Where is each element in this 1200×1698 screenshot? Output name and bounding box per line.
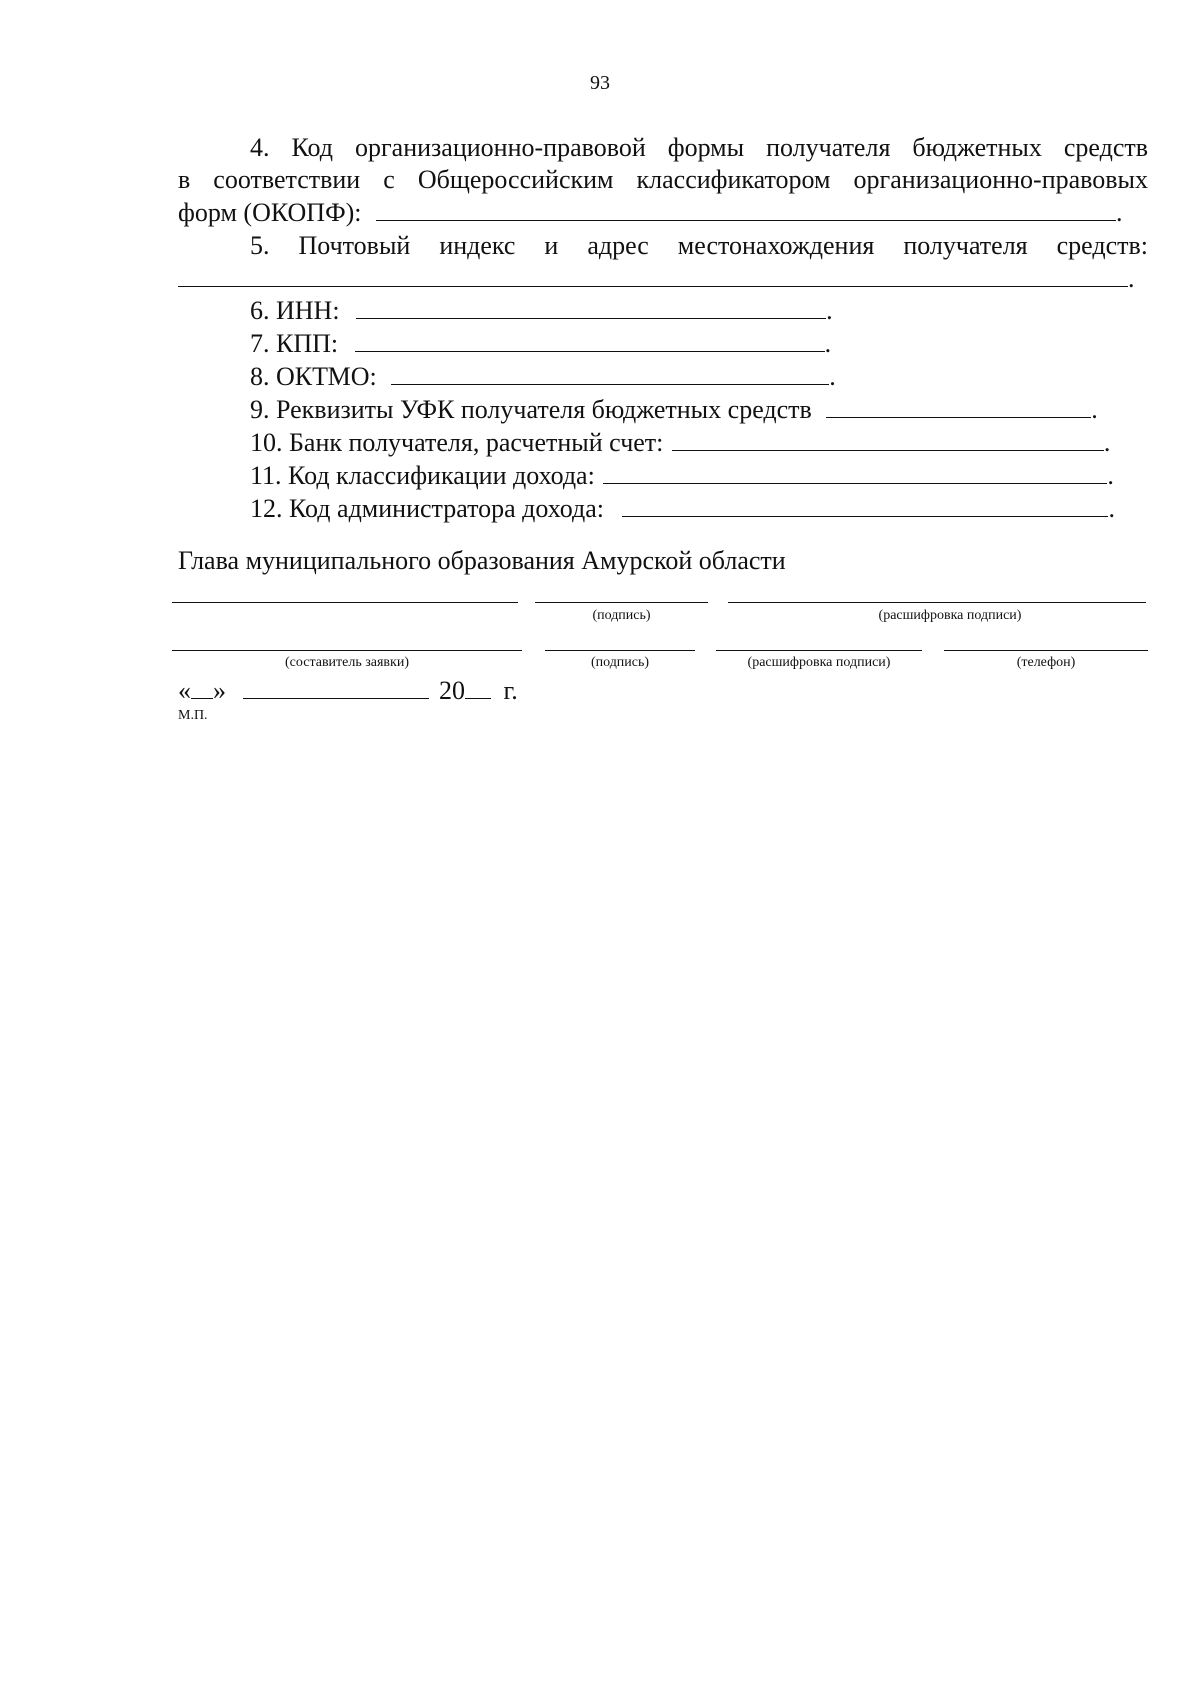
date-row: « » 20 г.	[178, 676, 518, 705]
bank-account-field[interactable]	[672, 426, 1104, 451]
item4-line1: 4. Код организационно-правовой формы получателя бюджетных средств	[250, 133, 1148, 162]
phone-caption: (телефон)	[1016, 655, 1076, 670]
head-title: Глава муниципального образования Амурской области	[178, 546, 786, 575]
compiler-decoding-caption: (расшифровка подписи)	[747, 655, 891, 670]
inn-label: 6. ИНН:	[250, 296, 340, 325]
item11-income-code-row: 11. Код классификации дохода: .	[250, 461, 1114, 490]
address-field[interactable]	[178, 262, 1128, 287]
head-decoding-caption: (расшифровка подписи)	[878, 608, 1022, 623]
item5-address-row: .	[178, 262, 1148, 294]
head-extra-line	[172, 602, 518, 603]
income-code-label: 11. Код классификации дохода:	[250, 461, 595, 490]
item10-bank-row: 10. Банк получателя, расчетный счет: .	[250, 428, 1111, 457]
ufk-label: 9. Реквизиты УФК получателя бюджетных средств	[250, 395, 812, 424]
head-signature-caption: (подпись)	[592, 608, 651, 623]
phone-line[interactable]	[944, 650, 1148, 651]
head-decoding-line[interactable]	[728, 602, 1146, 603]
compiler-line[interactable]	[172, 650, 522, 651]
month-field[interactable]	[243, 674, 429, 699]
item5-label-row: 5. Почтовый индекс и адрес местонахождения получателя средств:	[250, 231, 1148, 260]
item4-okopf-row: форм (ОКОПФ): .	[178, 198, 1123, 227]
item8-oktmo-row: 8. ОКТМО: .	[250, 362, 836, 391]
day-field[interactable]	[191, 674, 213, 699]
bank-label: 10. Банк получателя, расчетный счет:	[250, 428, 664, 457]
oktmo-field[interactable]	[391, 360, 829, 385]
ufk-field[interactable]	[826, 393, 1091, 418]
okopf-label: форм (ОКОПФ):	[178, 198, 362, 227]
compiler-caption: (составитель заявки)	[285, 655, 409, 670]
page-number: 93	[590, 72, 610, 94]
item9-ufk-row: 9. Реквизиты УФК получателя бюджетных средств .	[250, 395, 1098, 424]
admin-code-field[interactable]	[622, 492, 1108, 517]
kpp-field[interactable]	[355, 327, 825, 352]
item4-line2: в соответствии с Общероссийским классификатором организационно-правовых	[178, 165, 1148, 194]
kpp-label: 7. КПП:	[250, 329, 339, 358]
oktmo-label: 8. ОКТМО:	[250, 362, 377, 391]
item12-admin-code-row: 12. Код администратора дохода: .	[250, 494, 1115, 523]
item6-inn-row: 6. ИНН: .	[250, 296, 833, 325]
income-code-field[interactable]	[603, 459, 1107, 484]
okopf-field[interactable]	[376, 196, 1116, 221]
head-signature-line[interactable]	[535, 602, 708, 603]
year-field[interactable]	[465, 674, 491, 699]
compiler-signature-line[interactable]	[545, 650, 695, 651]
compiler-decoding-line[interactable]	[716, 650, 922, 651]
compiler-signature-caption: (подпись)	[590, 655, 650, 670]
admin-code-label: 12. Код администратора дохода:	[250, 494, 604, 523]
item7-kpp-row: 7. КПП: .	[250, 329, 832, 358]
stamp-place-label: М.П.	[178, 708, 208, 723]
inn-field[interactable]	[356, 294, 826, 319]
